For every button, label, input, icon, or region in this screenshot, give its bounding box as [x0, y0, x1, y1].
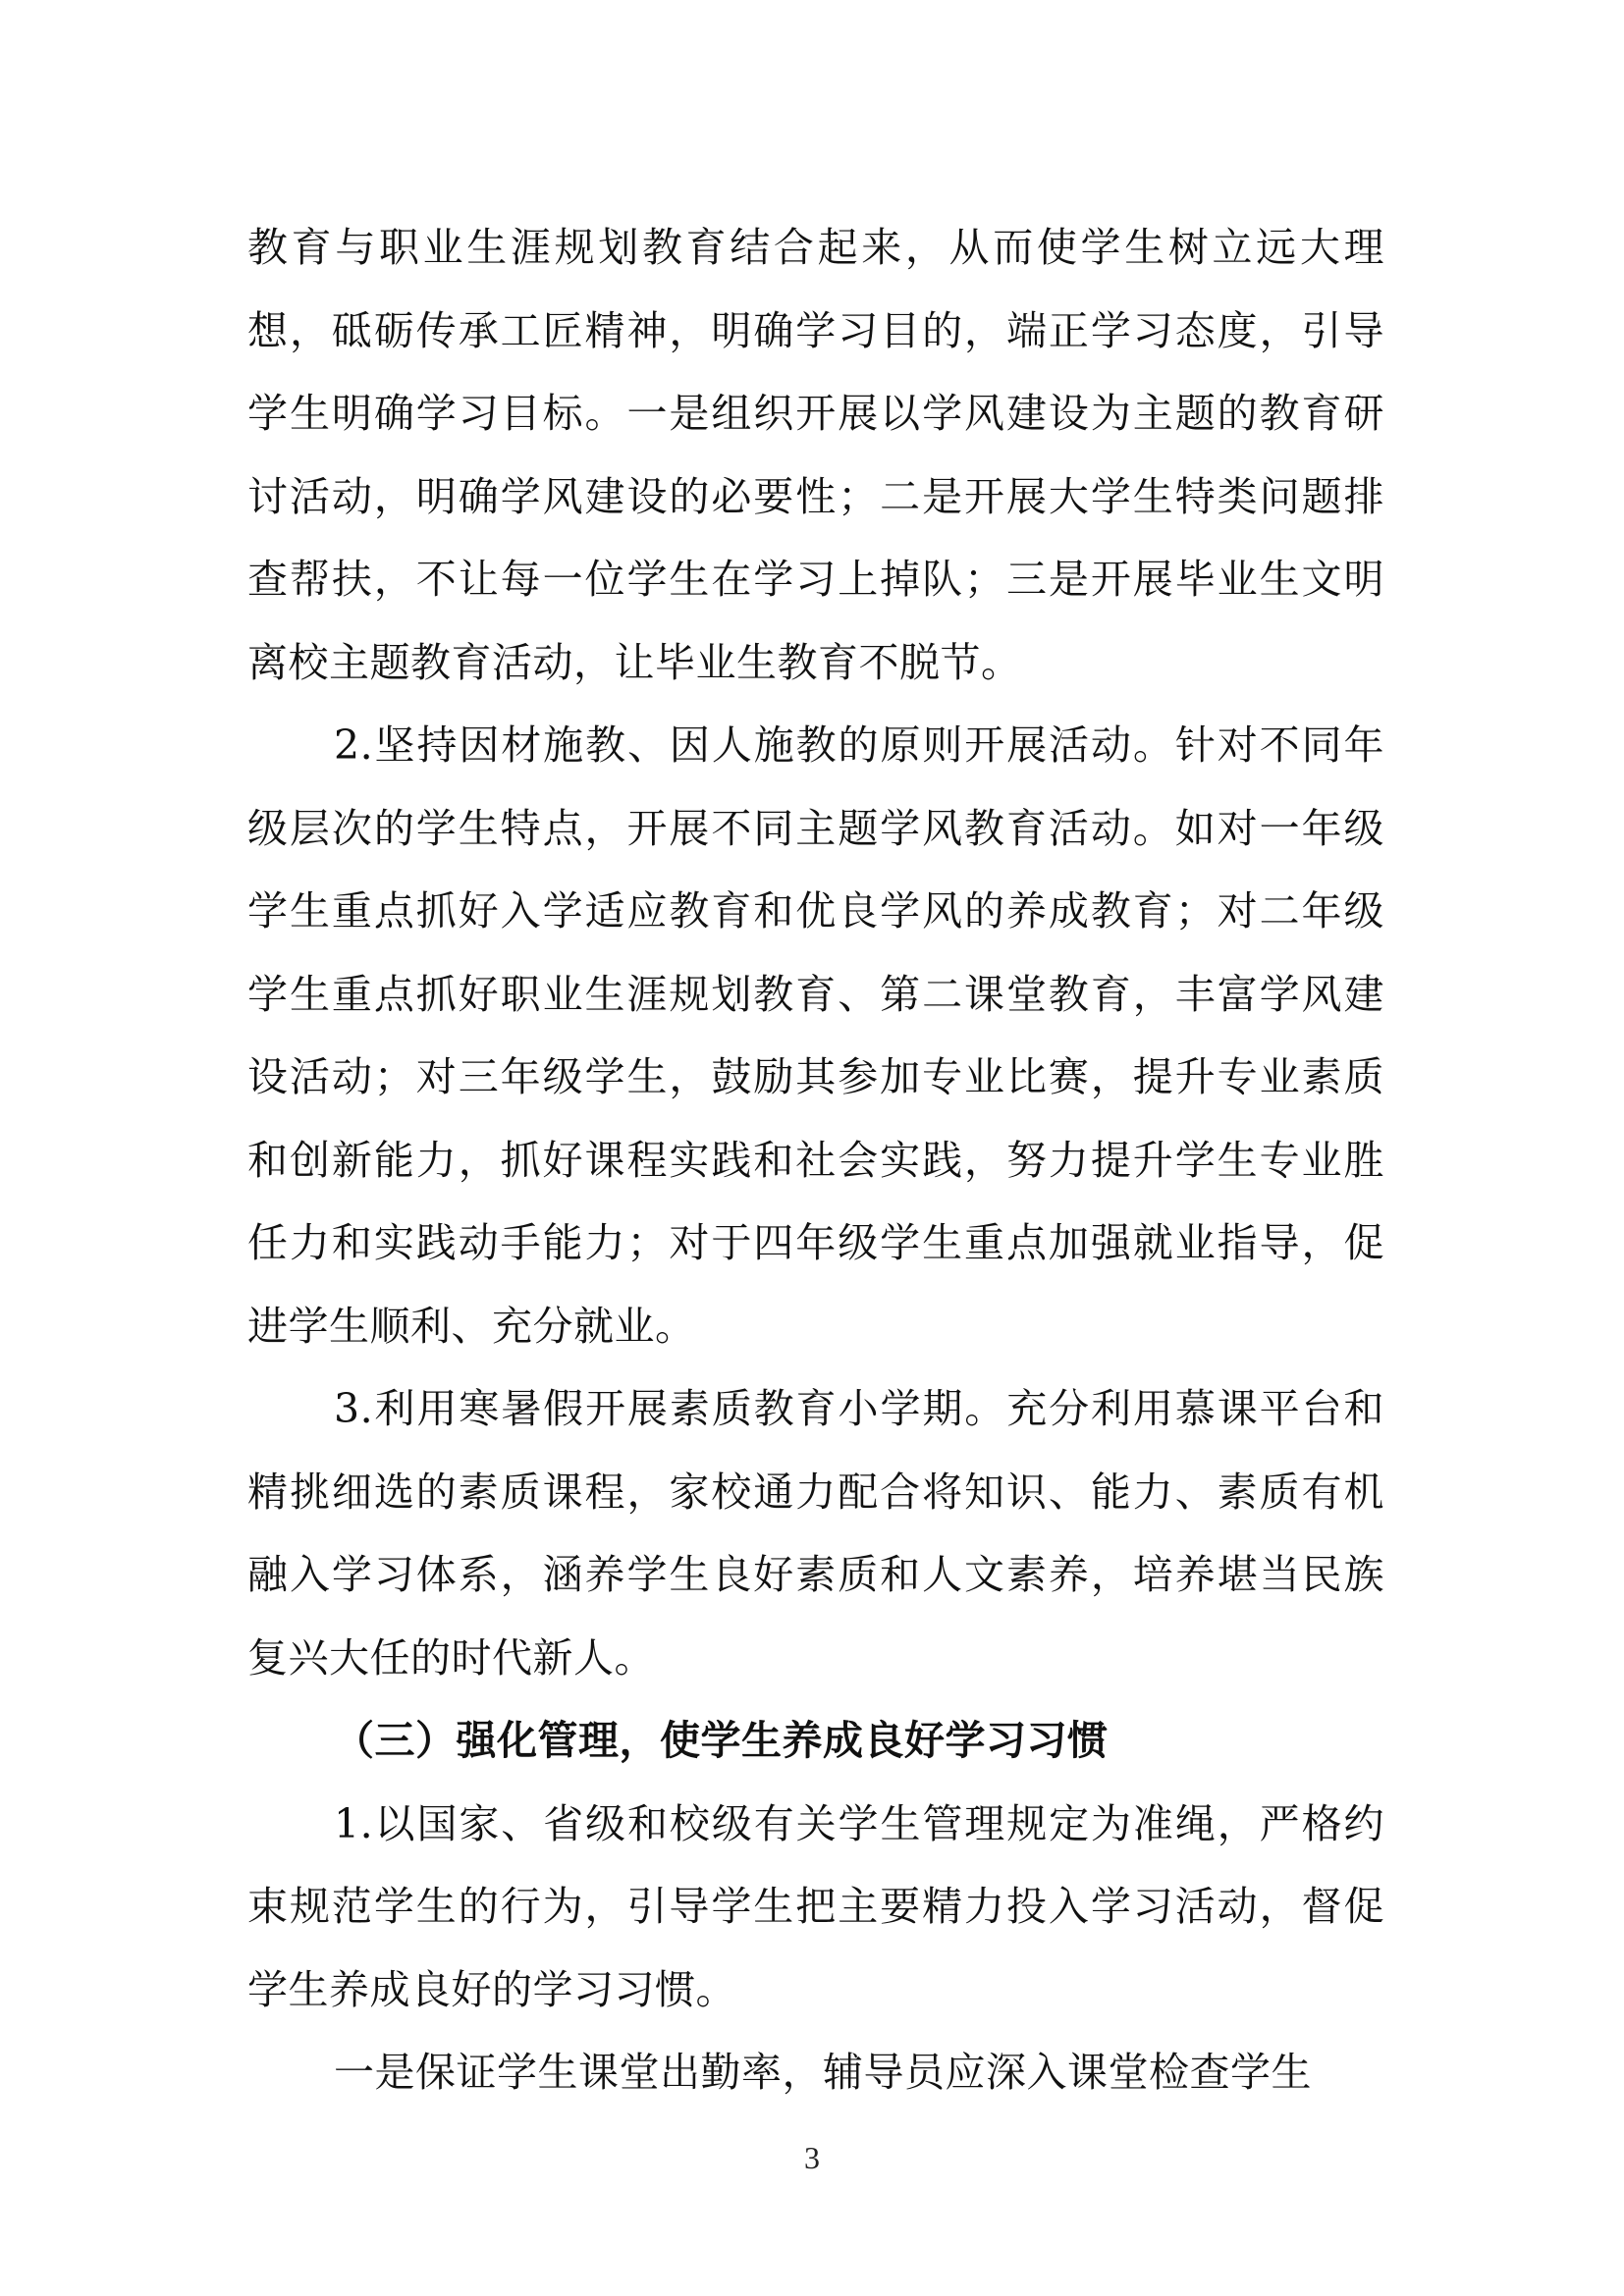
paragraph-item-3: 3.利用寒暑假开展素质教育小学期。充分利用慕课平台和精挑细选的素质课程，家校通力配合将知识、能力、素质有机融入学习体系，涵养学生良好素质和人文素养，培养堪当民族复兴大任的时代新人。 [247, 1385, 1384, 1682]
paragraph-partial: 一是保证学生课堂出勤率，辅导员应深入课堂检查学生 [334, 2049, 1312, 2096]
paragraph-item-1: 1.以国家、省级和校级有关学生管理规定为准绳，严格约束规范学生的行为，引导学生把主要精力投入学习活动，督促学生养成良好的学习习惯。 [247, 1799, 1384, 2013]
document-body [247, 206, 1384, 2114]
page-number: 3 [804, 2140, 820, 2175]
paragraph-continuation: 教育与职业生涯规划教育结合起来，从而使学生树立远大理想，砥砺传承工匠精神，明确学习目的，端正学习态度，引导学生明确学习目标。一是组织开展以学风建设为主题的教育研讨活动，明确学风建设的必要性；二是开展大学生特类问题排查帮扶，不让每一位学生在学习上掉队；三是开展毕业生文明离校主题教育活动，让毕业生教育不脱节。 [247, 224, 1384, 686]
paragraph-item-2: 2.坚持因材施教、因人施教的原则开展活动。针对不同年级层次的学生特点，开展不同主题学风教育活动。如对一年级学生重点抓好入学适应教育和优良学风的养成教育；对二年级学生重点抓好职业生涯规划教育、第二课堂教育，丰富学风建设活动；对三年级学生，鼓励其参加专业比赛，提升专业素质和创新能力，抓好课程实践和社会实践，努力提升学生专业胜任力和实践动手能力；对于四年级学生重点加强就业指导，促进学生顺利、充分就业。 [247, 721, 1384, 1350]
section-heading: （三）强化管理，使学生养成良好学习习惯 [334, 1717, 1109, 1764]
